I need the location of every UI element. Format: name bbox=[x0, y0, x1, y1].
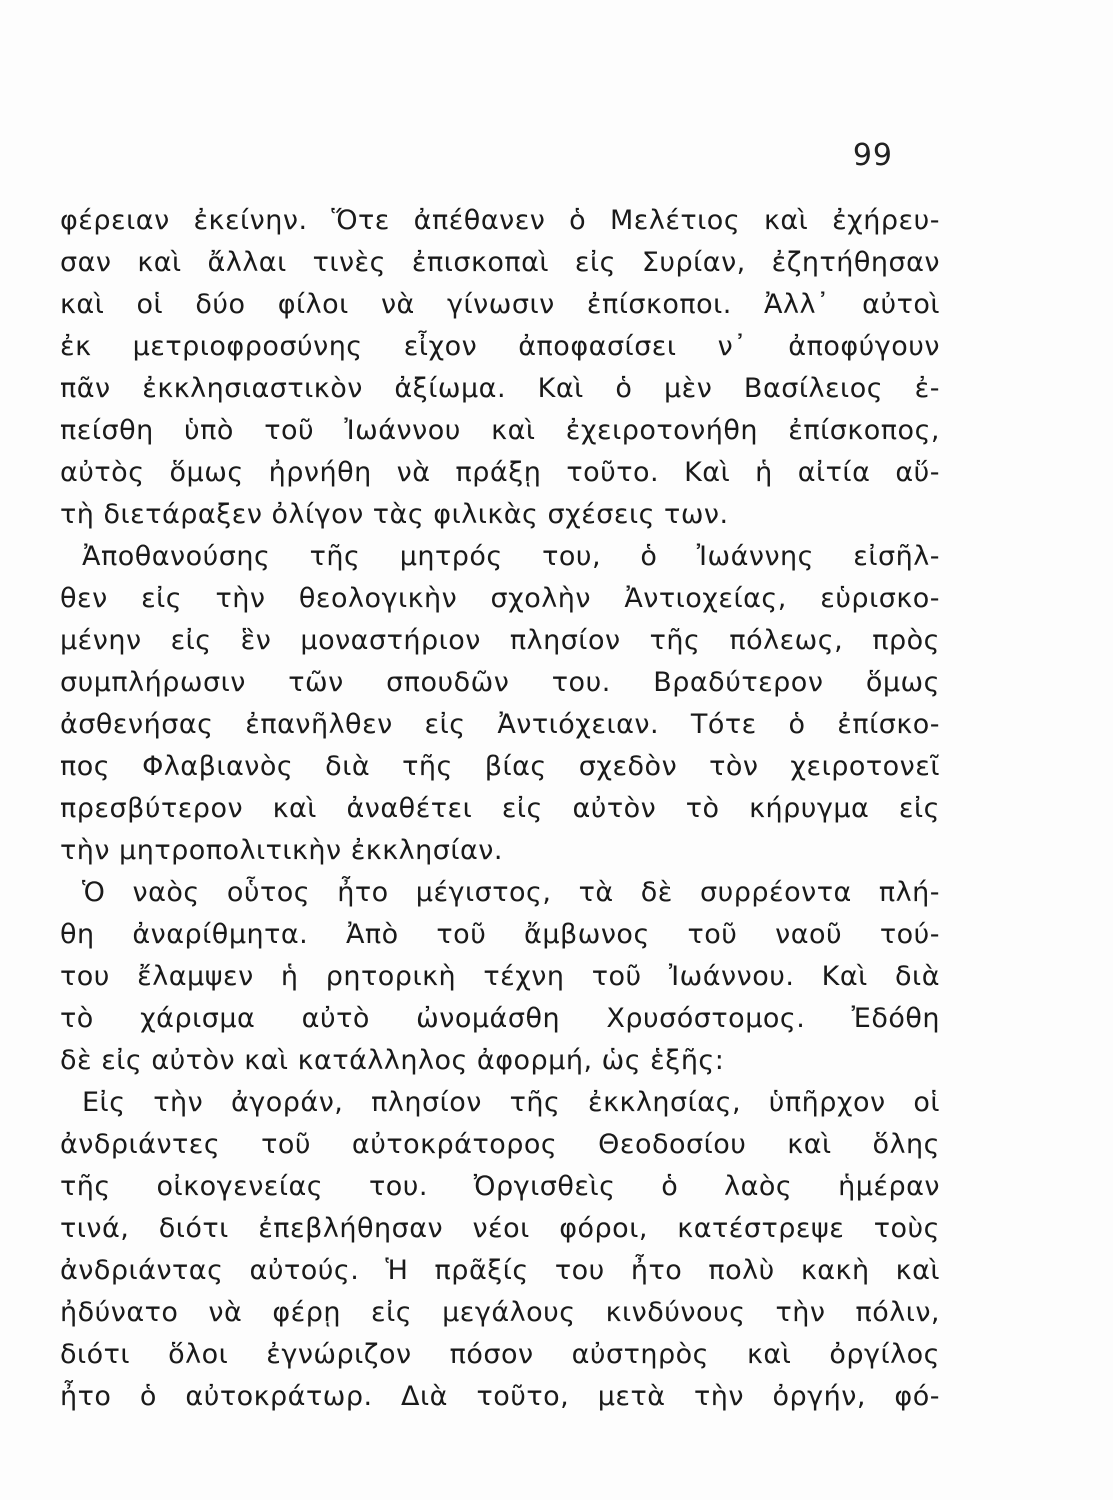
text-line: Εἰς τὴν ἀγοράν, πλησίον τῆς ἐκκλησίας, ὑπῆρχον οἱ bbox=[82, 1087, 940, 1118]
page-number: 99 bbox=[852, 138, 893, 173]
text-line: δὲ εἰς αὐτὸν καὶ κατάλληλος ἀφορμή, ὡς ἑξῆς: bbox=[60, 1045, 725, 1076]
text-line: ἀνδριάντας αὐτούς. Ἡ πρᾶξίς του ἦτο πολὺ κακὴ καὶ bbox=[60, 1255, 940, 1286]
text-line: τὴ διετάραξεν ὀλίγον τὰς φιλικὰς σχέσεις των. bbox=[60, 499, 729, 530]
text-line: τινά, διότι ἐπεβλήθησαν νέοι φόροι, κατέστρεψε τοὺς bbox=[60, 1213, 940, 1244]
text-line: ἐκ μετριοφροσύνης εἶχον ἀποφασίσει ν᾽ ἀποφύγουν bbox=[60, 331, 940, 362]
text-line: συμπλήρωσιν τῶν σπουδῶν του. Βραδύτερον ὅμως bbox=[60, 667, 940, 698]
text-line: διότι ὅλοι ἐγνώριζον πόσον αὐστηρὸς καὶ ὀργίλος bbox=[60, 1339, 940, 1370]
text-line: ἀνδριάντες τοῦ αὐτοκράτορος Θεοδοσίου καὶ ὅλης bbox=[60, 1129, 940, 1160]
text-line: πείσθη ὑπὸ τοῦ Ἰωάννου καὶ ἐχειροτονήθη ἐπίσκοπος, bbox=[60, 415, 940, 446]
text-line: σαν καὶ ἄλλαι τινὲς ἐπισκοπαὶ εἰς Συρίαν, ἐζητήθησαν bbox=[60, 247, 940, 278]
text-line: του ἔλαμψεν ἡ ρητορικὴ τέχνη τοῦ Ἰωάννου. Καὶ διὰ bbox=[60, 961, 940, 992]
text-line: Ἀποθανούσης τῆς μητρός του, ὁ Ἰωάννης εἰσῆλ- bbox=[82, 541, 940, 572]
text-line: πος Φλαβιανὸς διὰ τῆς βίας σχεδὸν τὸν χειροτονεῖ bbox=[60, 751, 940, 782]
text-line: πρεσβύτερον καὶ ἀναθέτει εἰς αὐτὸν τὸ κήρυγμα εἰς bbox=[60, 793, 940, 824]
text-line: τὴν μητροπολιτικὴν ἐκκλησίαν. bbox=[60, 835, 503, 866]
text-line: τῆς οἰκογενείας του. Ὀργισθεὶς ὁ λαὸς ἡμέραν bbox=[60, 1171, 940, 1202]
text-line: θεν εἰς τὴν θεολογικὴν σχολὴν Ἀντιοχείας, εὑρισκο- bbox=[60, 583, 940, 614]
body-text bbox=[60, 200, 940, 1418]
text-line: φέρειαν ἐκείνην. Ὅτε ἀπέθανεν ὁ Μελέτιος καὶ ἐχήρευ- bbox=[60, 205, 940, 236]
text-line: καὶ οἱ δύο φίλοι νὰ γίνωσιν ἐπίσκοποι. Ἀλλ᾽ αὐτοὶ bbox=[60, 289, 940, 320]
text-line: αὐτὸς ὅμως ἠρνήθη νὰ πράξῃ τοῦτο. Καὶ ἡ αἰτία αὕ- bbox=[60, 457, 940, 488]
text-line: μένην εἰς ἓν μοναστήριον πλησίον τῆς πόλεως, πρὸς bbox=[60, 625, 940, 656]
text-line: Ὁ ναὸς οὗτος ἦτο μέγιστος, τὰ δὲ συρρέοντα πλή- bbox=[82, 877, 940, 908]
text-line: θη ἀναρίθμητα. Ἀπὸ τοῦ ἄμβωνος τοῦ ναοῦ τού- bbox=[60, 919, 940, 950]
text-line: ἀσθενήσας ἐπανῆλθεν εἰς Ἀντιόχειαν. Τότε ὁ ἐπίσκο- bbox=[60, 709, 940, 740]
text-line: ἦτο ὁ αὐτοκράτωρ. Διὰ τοῦτο, μετὰ τὴν ὀργήν, φό- bbox=[60, 1381, 940, 1412]
text-line: τὸ χάρισμα αὐτὸ ὠνομάσθη Χρυσόστομος. Ἐδόθη bbox=[60, 1003, 940, 1034]
text-line: ἠδύνατο νὰ φέρῃ εἰς μεγάλους κινδύνους τὴν πόλιν, bbox=[60, 1297, 940, 1328]
text-line: πᾶν ἐκκλησιαστικὸν ἀξίωμα. Καὶ ὁ μὲν Βασίλειος ἐ- bbox=[60, 373, 940, 404]
